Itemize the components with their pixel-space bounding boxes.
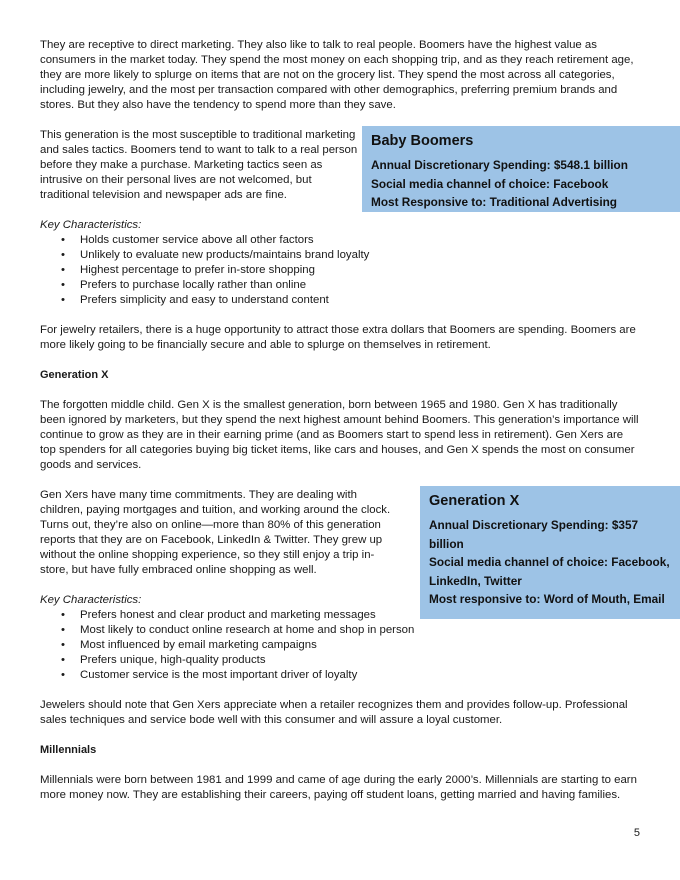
list-item: • Prefers unique, high-quality products [80, 653, 420, 668]
list-item: • Prefers honest and clear product and marketing messages [80, 608, 420, 623]
list-item: • Highest percentage to prefer in-store shopping [80, 263, 640, 278]
millennials-heading: Millennials [40, 744, 97, 756]
boomers-callout-social: Social media channel of choice: Facebook [371, 176, 609, 191]
boomers-callout-spending: Annual Discretionary Spending: $548.1 billion [371, 158, 628, 172]
list-item: • Most influenced by email marketing campaigns [80, 638, 420, 653]
list-item: • Holds customer service above all other factors [80, 233, 640, 248]
intro-paragraph: They are receptive to direct marketing. They also like to talk to real people. Boomers have the highest value as consumers in the market today. They spend the most money on each shopping trip, and as they reach retirement age, they are more likely to splurge on items that are not on the grocery list. They spend the most across all categories, including jewelry, and the most per transaction compared with other demographics, preferring premium brands and stores. But they also have the tendency to spend more than they save. [40, 39, 634, 111]
boomers-key-characteristics-title: Key Characteristics: [40, 219, 142, 231]
genx-callout-spending: Annual Discretionary Spending: $357 billion [429, 518, 639, 551]
document-page [40, 38, 670, 818]
genx-key-characteristics-title: Key Characteristics: [40, 594, 142, 606]
genx-online-paragraph: Gen Xers have many time commitments. They are dealing with children, paying mortgages and tuition, and working around the clock. Turns out, they’re also on online—more than 80% of this generation reports that they are on Facebook, LinkedIn & Twitter. They grew up without the online shopping experience, so they still enjoy a trip in-store, but have fully embraced online shopping as well. [40, 489, 391, 576]
genx-callout-box [420, 486, 680, 619]
genx-callout-social: Social media channel of choice: Facebook, LinkedIn, Twitter [429, 555, 670, 588]
genx-callout-responsive: Most responsive to: Word of Mouth, Email [429, 592, 665, 606]
genx-characteristics-list [40, 608, 420, 683]
boomers-callout-responsive: Most Responsive to: Traditional Advertising [371, 195, 618, 209]
page-number: 5 [633, 827, 640, 839]
genx-intro-paragraph: The forgotten middle child. Gen X is the smallest generation, born between 1965 and 1980. Gen X has traditionally been ignored by marketers, but they spend the next highest amount behind Boomers. This generation’s importance will continue to grow as they are in their earning prime (and as Boomers start to spend less in retirement). Gen Xers are top spenders for all categories buying big ticket items, like cars and houses, and Gen X spends the most on consumer goods and services. [40, 399, 639, 471]
list-item: • Customer service is the most important driver of loyalty [80, 668, 420, 683]
genx-closing-paragraph: Jewelers should note that Gen Xers appreciate when a retailer recognizes them and provides follow-up. Professional sales techniques and service bode well with this consumer and will assure a loyal customer. [40, 699, 628, 726]
list-item: • Most likely to conduct online research at home and shop in person [80, 623, 420, 638]
genx-callout-title: Generation X [429, 493, 520, 509]
boomers-characteristics-list [40, 233, 640, 308]
list-item: • Prefers to purchase locally rather than online [80, 278, 640, 293]
millennials-intro-paragraph: Millennials were born between 1981 and 1999 and came of age during the early 2000’s. Millennials are starting to earn more money now. They are establishing their careers, paying off student loans, getting married and having families. [40, 774, 637, 801]
boomers-callout-box [362, 126, 680, 212]
boomers-callout-title: Baby Boomers [371, 133, 474, 149]
genx-heading: Generation X [40, 369, 109, 381]
list-item: • Prefers simplicity and easy to understand content [80, 293, 640, 308]
boomers-marketing-paragraph: This generation is the most susceptible to traditional marketing and sales tactics. Boomers tend to want to talk to a real person before they make a purchase. Marketing tactics seen as intrusive on their personal lives are not welcomed, but traditional television and newspaper ads are fine. [40, 129, 358, 201]
list-item: • Unlikely to evaluate new products/maintains brand loyalty [80, 248, 640, 263]
boomers-section [40, 128, 640, 209]
boomers-closing-paragraph: For jewelry retailers, there is a huge opportunity to attract those extra dollars that Boomers are spending. Boomers are more likely going to be financially secure and able to splurge on themselves in retirement. [40, 324, 636, 351]
